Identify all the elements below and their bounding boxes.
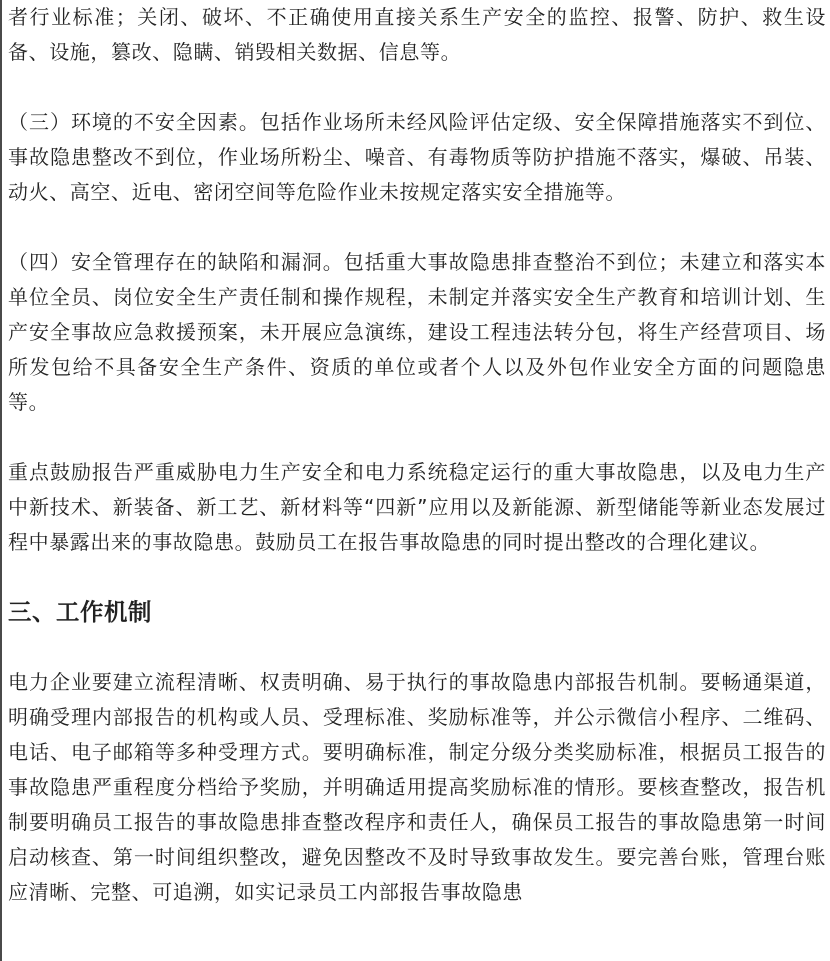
paragraph-key-encouragement: 重点鼓励报告严重威胁电力生产安全和电力系统稳定运行的重大事故隐患，以及电力生产中新技术、新装备、新工艺、新材料等“四新”应用以及新能源、新型储能等新业态发展过程中暴露出来的事故隐患。鼓励员工在报告事故隐患的同时提出整改的合理化建议。 [8, 460, 826, 554]
paragraph-spacer [8, 70, 826, 105]
paragraph-spacer [8, 210, 826, 245]
paragraph-prohibited-acts-end: 者行业标准；关闭、破坏、不正确使用直接关系生产安全的监控、报警、防护、救生设备、设施，篡改、隐瞒、销毁相关数据、信息等。 [8, 5, 826, 64]
paragraph-spacer [8, 420, 826, 455]
paragraph-environment-factors: （三）环境的不安全因素。包括作业场所未经风险评估定级、安全保障措施落实不到位、事故隐患整改不到位，作业场所粉尘、噪音、有毒物质等防护措施不落实，爆破、吊装、动火、高空、近电、密闭空间等危险作业未按规定落实安全措施等。 [8, 110, 826, 204]
paragraph-reporting-mechanism: 电力企业要建立流程清晰、权责明确、易于执行的事故隐患内部报告机制。要畅通渠道，明确受理内部报告的机构或人员、受理标准、奖励标准等，并公示微信小程序、二维码、电话、电子邮箱等多种受理方式。要明确标准，制定分级分类奖励标准，根据员工报告的事故隐患严重程度分档给予奖励，并明确适用提高奖励标准的情形。要核查整改，报告机制要明确员工报告的事故隐患排查整改程序和责任人，确保员工报告的事故隐患第一时间启动核查、第一时间组织整改，避免因整改不及时导致事故发生。要完善台账，管理台账应清晰、完整、可追溯，如实记录员工内部报告事故隐患 [8, 670, 826, 904]
section-heading-work-mechanism: 三、工作机制 [8, 598, 152, 626]
paragraph-management-defects: （四）安全管理存在的缺陷和漏洞。包括重大事故隐患排查整治不到位；未建立和落实本单位全员、岗位安全生产责任制和操作规程，未制定并落实安全生产教育和培训计划、生产安全事故应急救援预案，未开展应急演练，建设工程违法转分包，将生产经营项目、场所发包给不具备安全生产条件、资质的单位或者个人以及外包作业安全方面的问题隐患等。 [8, 250, 826, 414]
article-body [8, 0, 826, 910]
paragraph-spacer [8, 560, 826, 595]
paragraph-spacer [8, 630, 826, 665]
